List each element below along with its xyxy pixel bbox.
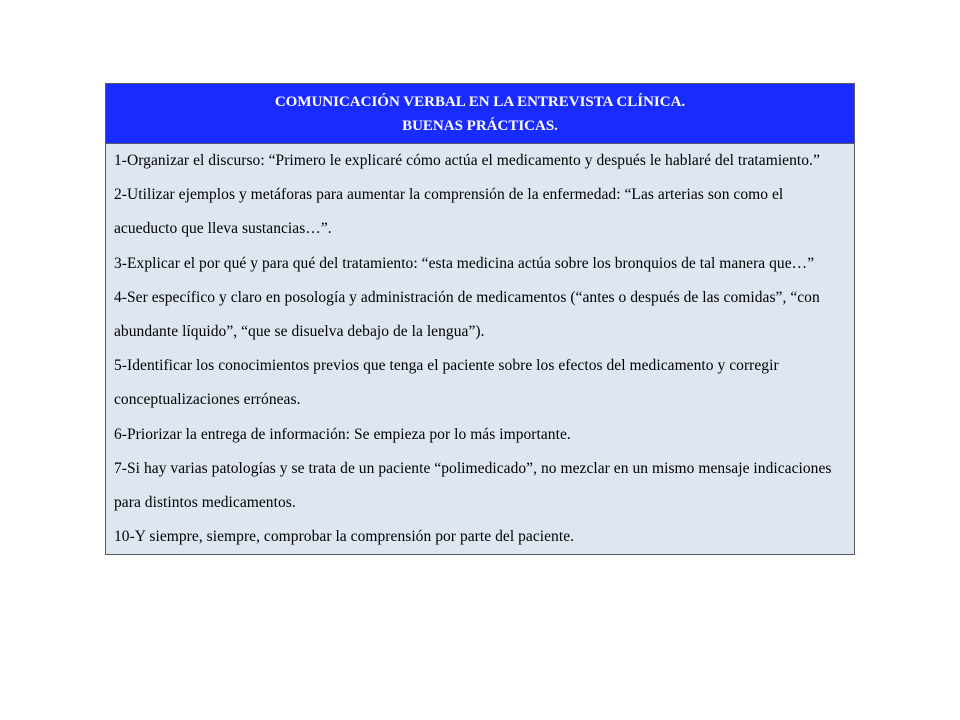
- good-practices-table: [105, 83, 855, 555]
- table-header: [106, 84, 854, 144]
- table-body: [106, 144, 854, 554]
- practice-item-3: 3-Explicar el por qué y para qué del tratamiento: “esta medicina actúa sobre los bronquios de tal manera que…”: [114, 254, 815, 272]
- practice-item-2: 2-Utilizar ejemplos y metáforas para aumentar la comprensión de la enfermedad: “Las arterias son como el acueducto que lleva sustancias…”.: [114, 186, 784, 238]
- practice-item-7: 7-Si hay varias patologías y se trata de un paciente “polimedicado”, no mezclar en un mismo mensaje indicaciones para distintos medicamentos.: [114, 459, 832, 512]
- practice-item-1: 1-Organizar el discurso: “Primero le explicaré cómo actúa el medicamento y después le hablaré del tratamiento.”: [114, 152, 820, 169]
- practice-item-4: 4-Ser específico y claro en posología y administración de medicamentos (“antes o después de las comidas”, “con abundante líquido”, “que se disuelva debajo de la lengua”).: [114, 288, 820, 341]
- practice-item-6: 6-Priorizar la entrega de información: Se empieza por lo más importante.: [114, 425, 571, 443]
- practice-item-10: 10-Y siempre, siempre, comprobar la comprensión por parte del paciente.: [114, 528, 575, 546]
- table-subtitle: BUENAS PRÁCTICAS.: [402, 118, 558, 134]
- table-title: COMUNICACIÓN VERBAL EN LA ENTREVISTA CLÍNICA.: [274, 94, 686, 110]
- practice-item-5: 5-Identificar los conocimientos previos que tenga el paciente sobre los efectos del medicamento y corregir conceptualizaciones erróneas.: [114, 357, 779, 409]
